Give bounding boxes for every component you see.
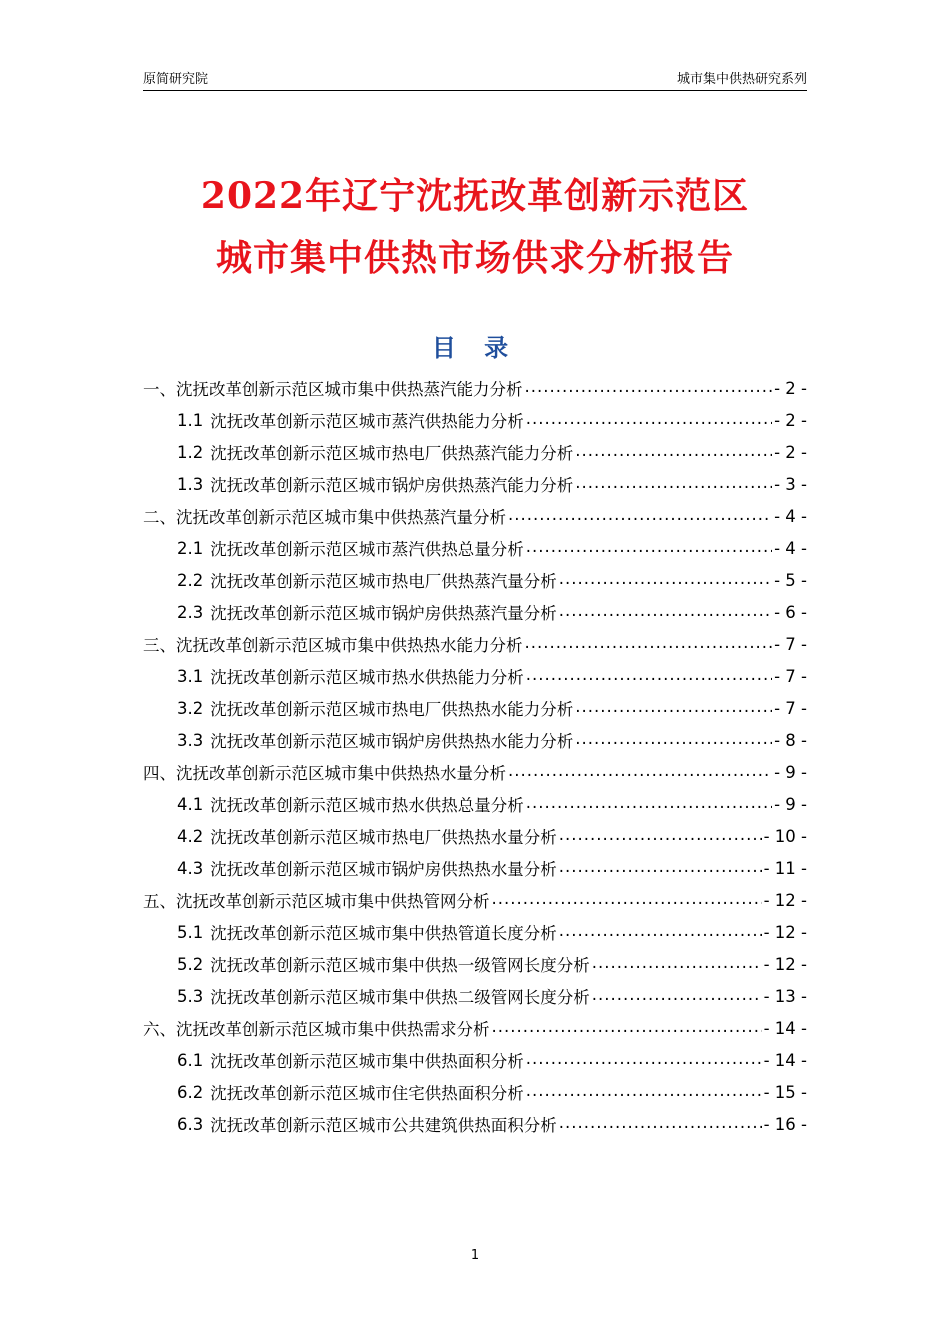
toc-entry-number: 5.2 xyxy=(177,954,204,974)
toc-entry[interactable] xyxy=(143,372,807,404)
toc-entry-page: - 9 - xyxy=(774,762,807,782)
toc-entry-page: - 13 - xyxy=(763,986,807,1006)
toc-entry-page: - 2 - xyxy=(774,410,807,430)
toc-entry[interactable] xyxy=(143,884,807,916)
toc-entry-number: 4.3 xyxy=(177,858,204,878)
toc-entry[interactable] xyxy=(143,820,807,852)
toc-entry-title: 沈抚改革创新示范区城市公共建筑供热面积分析 xyxy=(210,1116,557,1135)
toc-entry-page: - 5 - xyxy=(774,570,807,590)
toc-entry-page: - 9 - xyxy=(774,794,807,814)
header-divider xyxy=(143,90,807,91)
toc-dot-leader xyxy=(525,378,773,396)
toc-dot-leader xyxy=(559,1114,762,1132)
toc-entry[interactable] xyxy=(143,564,807,596)
toc-dot-leader xyxy=(575,442,772,460)
toc-entry[interactable] xyxy=(143,756,807,788)
toc-entry-title: 沈抚改革创新示范区城市锅炉房供热热水量分析 xyxy=(210,860,557,879)
toc-entry-number: 4.2 xyxy=(177,826,204,846)
toc-entry-page: - 8 - xyxy=(774,730,807,750)
toc-entry-title: 沈抚改革创新示范区城市集中供热热水能力分析 xyxy=(176,636,523,655)
toc-entry-page: - 14 - xyxy=(763,1018,807,1038)
toc-entry-title: 沈抚改革创新示范区城市集中供热二级管网长度分析 xyxy=(210,988,590,1007)
header-series-name: 城市集中供热研究系列 xyxy=(676,72,807,87)
report-title-line-1: 2022年辽宁沈抚改革创新示范区 xyxy=(200,175,750,217)
toc-entry-title: 沈抚改革创新示范区城市蒸汽供热能力分析 xyxy=(210,412,524,431)
toc-dot-leader xyxy=(526,538,772,556)
toc-entry[interactable] xyxy=(143,500,807,532)
toc-entry-page: - 2 - xyxy=(774,378,807,398)
toc-entry-page: - 7 - xyxy=(774,666,807,686)
toc-entry-title: 沈抚改革创新示范区城市集中供热面积分析 xyxy=(210,1052,524,1071)
toc-entry[interactable] xyxy=(143,628,807,660)
toc-entry[interactable] xyxy=(143,916,807,948)
toc-heading: 目 录 xyxy=(431,334,519,362)
toc-entry-page: - 4 - xyxy=(774,506,807,526)
toc-entry[interactable] xyxy=(143,1076,807,1108)
toc-dot-leader xyxy=(559,570,772,588)
toc-dot-leader xyxy=(525,634,773,652)
toc-entry-number: 3.3 xyxy=(177,730,204,750)
toc-entry-number: 3.2 xyxy=(177,698,204,718)
toc-dot-leader xyxy=(575,698,772,716)
toc-entry[interactable] xyxy=(143,660,807,692)
toc-entry-title: 沈抚改革创新示范区城市住宅供热面积分析 xyxy=(210,1084,524,1103)
toc-entry-title: 沈抚改革创新示范区城市锅炉房供热蒸汽量分析 xyxy=(210,604,557,623)
toc-entry-title: 沈抚改革创新示范区城市集中供热需求分析 xyxy=(176,1020,490,1039)
toc-entry-page: - 10 - xyxy=(763,826,807,846)
toc-entry-title: 沈抚改革创新示范区城市集中供热蒸汽能力分析 xyxy=(176,380,523,399)
toc-entry-number: 6.3 xyxy=(177,1114,204,1134)
toc-entry-page: - 12 - xyxy=(763,954,807,974)
toc-entry-page: - 12 - xyxy=(763,890,807,910)
toc-entry-number: 2.3 xyxy=(177,602,204,622)
toc-dot-leader xyxy=(526,666,772,684)
toc-entry-title: 沈抚改革创新示范区城市集中供热一级管网长度分析 xyxy=(210,956,590,975)
toc-entry-number: 三、 xyxy=(143,636,176,655)
toc-dot-leader xyxy=(492,1018,762,1036)
toc-entry[interactable] xyxy=(143,404,807,436)
toc-entry-page: - 14 - xyxy=(763,1050,807,1070)
toc-entry-page: - 7 - xyxy=(774,634,807,654)
toc-dot-leader xyxy=(526,1082,762,1100)
toc-dot-leader xyxy=(526,410,772,428)
toc-dot-leader xyxy=(508,762,772,780)
toc-entry-number: 五、 xyxy=(143,892,176,911)
toc-dot-leader xyxy=(559,922,762,940)
toc-entry-number: 6.1 xyxy=(177,1050,204,1070)
header-org-name: 原简研究院 xyxy=(143,72,209,87)
toc-entry-title: 沈抚改革创新示范区城市集中供热管道长度分析 xyxy=(210,924,557,943)
toc-entry-title: 沈抚改革创新示范区城市热电厂供热蒸汽能力分析 xyxy=(210,444,574,463)
toc-dot-leader xyxy=(592,986,762,1004)
toc-entry-title: 沈抚改革创新示范区城市锅炉房供热蒸汽能力分析 xyxy=(210,476,574,495)
toc-entry[interactable] xyxy=(143,788,807,820)
toc-dot-leader xyxy=(559,826,762,844)
toc-entry-number: 2.2 xyxy=(177,570,204,590)
toc-entry-number: 5.3 xyxy=(177,986,204,1006)
toc-entry-number: 6.2 xyxy=(177,1082,204,1102)
toc-entry-number: 1.3 xyxy=(177,474,204,494)
toc-entry-page: - 4 - xyxy=(774,538,807,558)
report-title-line-2: 城市集中供热市场供求分析报告 xyxy=(215,237,734,279)
toc-entry[interactable] xyxy=(143,468,807,500)
toc-entry-page: - 16 - xyxy=(763,1114,807,1134)
toc-entry-page: - 11 - xyxy=(763,858,807,878)
toc-entry-page: - 7 - xyxy=(774,698,807,718)
toc-entry[interactable] xyxy=(143,692,807,724)
toc-entry-number: 4.1 xyxy=(177,794,204,814)
toc-dot-leader xyxy=(592,954,762,972)
toc-entry-title: 沈抚改革创新示范区城市热电厂供热热水量分析 xyxy=(210,828,557,847)
toc-entry-number: 四、 xyxy=(143,764,176,783)
toc-entry[interactable] xyxy=(143,724,807,756)
toc-entry-page: - 3 - xyxy=(774,474,807,494)
toc-entry-number: 2.1 xyxy=(177,538,204,558)
toc-dot-leader xyxy=(492,890,762,908)
toc-entry-number: 二、 xyxy=(143,508,176,527)
table-of-contents xyxy=(143,372,807,1140)
toc-entry-page: - 12 - xyxy=(763,922,807,942)
toc-dot-leader xyxy=(559,602,772,620)
toc-dot-leader xyxy=(508,506,772,524)
toc-entry-number: 六、 xyxy=(143,1020,176,1039)
toc-entry[interactable] xyxy=(143,532,807,564)
toc-entry-title: 沈抚改革创新示范区城市锅炉房供热热水能力分析 xyxy=(210,732,574,751)
toc-entry[interactable] xyxy=(143,1044,807,1076)
toc-entry[interactable] xyxy=(143,1108,807,1140)
toc-entry-title: 沈抚改革创新示范区城市集中供热蒸汽量分析 xyxy=(176,508,506,527)
toc-entry-title: 沈抚改革创新示范区城市热水供热总量分析 xyxy=(210,796,524,815)
toc-entry-title: 沈抚改革创新示范区城市蒸汽供热总量分析 xyxy=(210,540,524,559)
toc-entry-number: 5.1 xyxy=(177,922,204,942)
toc-entry-title: 沈抚改革创新示范区城市热电厂供热热水能力分析 xyxy=(210,700,574,719)
toc-dot-leader xyxy=(526,1050,762,1068)
toc-dot-leader xyxy=(526,794,772,812)
toc-entry-number: 1.1 xyxy=(177,410,204,430)
toc-entry-page: - 6 - xyxy=(774,602,807,622)
toc-entry[interactable] xyxy=(143,436,807,468)
toc-entry[interactable] xyxy=(143,1012,807,1044)
toc-entry-title: 沈抚改革创新示范区城市热水供热能力分析 xyxy=(210,668,524,687)
toc-dot-leader xyxy=(559,858,762,876)
toc-entry-number: 一、 xyxy=(143,380,176,399)
toc-entry[interactable] xyxy=(143,980,807,1012)
toc-entry-page: - 15 - xyxy=(763,1082,807,1102)
toc-entry[interactable] xyxy=(143,852,807,884)
toc-entry-title: 沈抚改革创新示范区城市集中供热热水量分析 xyxy=(176,764,506,783)
toc-entry-title: 沈抚改革创新示范区城市热电厂供热蒸汽量分析 xyxy=(210,572,557,591)
toc-entry-title: 沈抚改革创新示范区城市集中供热管网分析 xyxy=(176,892,490,911)
toc-entry-page: - 2 - xyxy=(774,442,807,462)
toc-dot-leader xyxy=(575,730,772,748)
toc-entry-number: 3.1 xyxy=(177,666,204,686)
toc-entry-number: 1.2 xyxy=(177,442,204,462)
page-number: 1 xyxy=(470,1248,480,1263)
toc-entry[interactable] xyxy=(143,596,807,628)
toc-entry[interactable] xyxy=(143,948,807,980)
toc-dot-leader xyxy=(575,474,772,492)
